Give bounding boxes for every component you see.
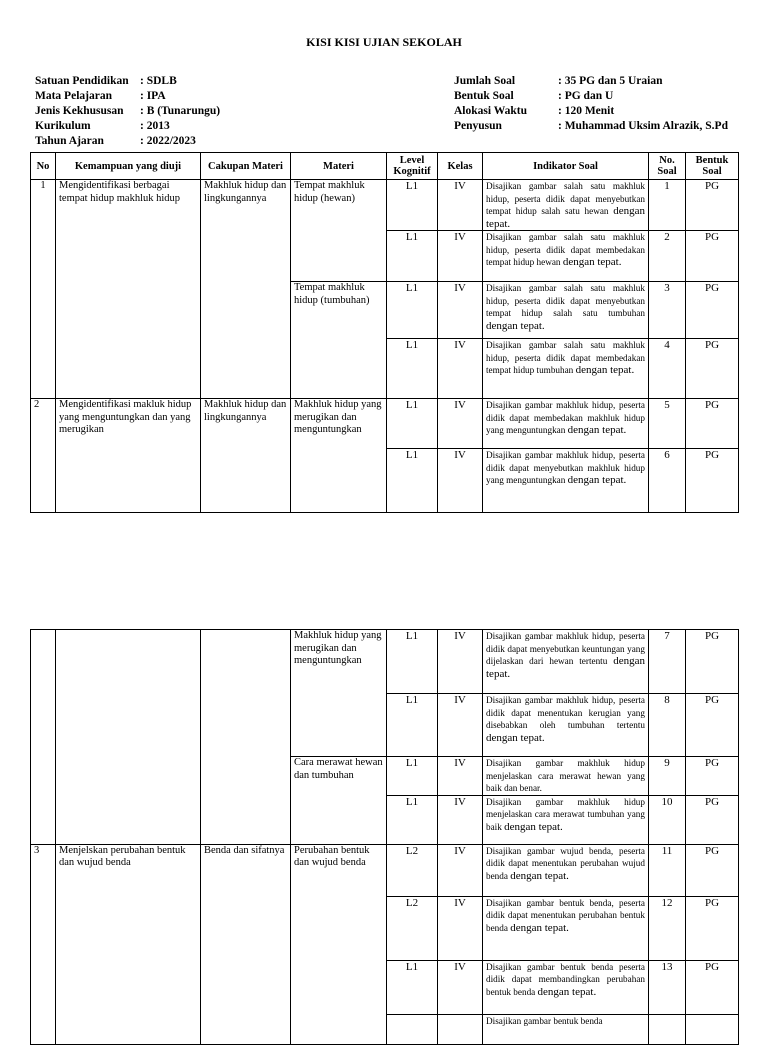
level-cell: L2: [387, 896, 438, 960]
level-cell: L1: [387, 694, 438, 757]
indikator-end: dengan tepat.: [486, 731, 545, 744]
no-soal-cell: 13: [649, 960, 686, 1014]
indikator-text: Disajikan gambar makhluk hidup, peserta didik dapat menyebutkan keuntungan yang dijelaskan dari hewan tertentu: [486, 631, 645, 666]
indikator-text: Disajikan gambar makhluk hidup, peserta didik dapat menyebutkan makhluk hidup yang menguntungkan: [486, 450, 645, 485]
bentuk-cell: PG: [686, 180, 739, 231]
table-row: [31, 180, 739, 231]
level-cell: L1: [387, 231, 438, 282]
level-cell: L1: [387, 630, 438, 694]
no-soal-cell: 5: [649, 399, 686, 449]
indikator-text: Disajikan gambar bentuk benda peserta didik dapat membandingkan perubahan bentuk benda: [486, 961, 645, 997]
materi-cell: Makhluk hidup yang merugikan dan menguntungkan: [291, 630, 387, 757]
indikator-cell: [483, 630, 649, 694]
indikator-text: Disajikan gambar makhluk hidup, peserta didik dapat membedakan makhluk hidup yang menguntungkan: [486, 400, 645, 435]
meta-label: Tahun Ajaran: [35, 135, 104, 147]
indikator-cell: [483, 231, 649, 282]
indikator-cell: [483, 694, 649, 757]
meta-value: : 2022/2023: [140, 135, 196, 147]
level-cell: L1: [387, 282, 438, 339]
meta-label: Jumlah Soal: [454, 75, 516, 87]
header-kelas: Kelas: [438, 153, 483, 180]
meta-label: Jenis Kekhususan: [35, 105, 124, 117]
bentuk-cell: PG: [686, 844, 739, 896]
document-title: KISI KISI UJIAN SEKOLAH: [306, 35, 462, 49]
level-cell: L1: [387, 757, 438, 796]
meta-label: Satuan Pendidikan: [35, 75, 129, 87]
materi-cell: Makhluk hidup yang merugikan dan menguntungkan: [291, 399, 387, 513]
level-cell: [387, 1014, 438, 1044]
bentuk-cell: PG: [686, 757, 739, 796]
header-no-soal: No. Soal: [649, 153, 686, 180]
indikator-cell: [483, 757, 649, 796]
group-cakupan-continued: [201, 630, 291, 845]
bentuk-cell: [686, 1014, 739, 1044]
kelas-cell: IV: [438, 844, 483, 896]
meta-value: : 120 Menit: [558, 105, 615, 117]
kelas-cell: IV: [438, 694, 483, 757]
table-row: [31, 399, 739, 449]
kelas-cell: IV: [438, 757, 483, 796]
indikator-end: dengan tepat.: [562, 256, 622, 268]
no-soal-cell: 9: [649, 757, 686, 796]
materi-cell: Perubahan bentuk dan wujud benda: [291, 844, 387, 1044]
group-no: 1: [31, 180, 56, 399]
group-no: 2: [31, 399, 56, 513]
no-soal-cell: 11: [649, 844, 686, 896]
materi-cell: Tempat makhluk hidup (hewan): [291, 180, 387, 282]
indikator-end: dengan tepat.: [575, 364, 635, 376]
indikator-end: dengan tepat.: [486, 655, 645, 680]
meta-row: [35, 74, 220, 89]
level-cell: L1: [387, 399, 438, 449]
meta-row: [35, 134, 220, 149]
no-soal-cell: 8: [649, 694, 686, 757]
indikator-text: Disajikan gambar bentuk benda, peserta didik dapat menentukan perubahan bentuk benda: [486, 897, 645, 933]
indikator-cell: [483, 960, 649, 1014]
no-soal-cell: 7: [649, 630, 686, 694]
header-indikator: Indikator Soal: [483, 153, 649, 180]
kelas-cell: IV: [438, 960, 483, 1014]
meta-label: Alokasi Waktu: [454, 105, 527, 117]
meta-value: : IPA: [140, 90, 166, 102]
meta-label: Kurikulum: [35, 120, 91, 132]
level-cell: L1: [387, 180, 438, 231]
no-soal-cell: 2: [649, 231, 686, 282]
group-no-continued: [31, 630, 56, 845]
kelas-cell: IV: [438, 399, 483, 449]
group-kemampuan: Mengidentifikasi berbagai tempat hidup makhluk hidup: [56, 180, 201, 399]
indikator-end: dengan tepat.: [486, 319, 545, 332]
indikator-cell: [483, 180, 649, 231]
indikator-end: dengan tepat.: [567, 474, 627, 486]
level-cell: L1: [387, 960, 438, 1014]
meta-left-block: [35, 74, 220, 149]
group-no: 3: [31, 844, 56, 1044]
meta-value: : B (Tunarungu): [140, 105, 221, 117]
kelas-cell: [438, 1014, 483, 1044]
bentuk-cell: PG: [686, 399, 739, 449]
group-cakupan: Makhluk hidup dan lingkungannya: [201, 180, 291, 399]
no-soal-cell: 4: [649, 339, 686, 399]
kelas-cell: IV: [438, 795, 483, 844]
kelas-cell: IV: [438, 630, 483, 694]
table-row: [31, 630, 739, 694]
meta-value: : SDLB: [140, 75, 177, 87]
meta-value: : PG dan U: [558, 90, 614, 102]
indikator-cell: [483, 1014, 649, 1044]
indikator-end: dengan tepat.: [510, 921, 569, 934]
header-level: Level Kognitif: [387, 153, 438, 180]
bentuk-cell: PG: [686, 630, 739, 694]
bentuk-cell: PG: [686, 896, 739, 960]
level-cell: L1: [387, 449, 438, 513]
indikator-cell: [483, 795, 649, 844]
bentuk-cell: PG: [686, 960, 739, 1014]
meta-row: [454, 74, 728, 89]
level-cell: L2: [387, 844, 438, 896]
group-kemampuan: Menjelskan perubahan bentuk dan wujud benda: [56, 844, 201, 1044]
meta-value: : 35 PG dan 5 Uraian: [558, 75, 663, 87]
group-kemampuan-continued: [56, 630, 201, 845]
kelas-cell: IV: [438, 339, 483, 399]
no-soal-cell: 3: [649, 282, 686, 339]
meta-value: : 2013: [140, 120, 170, 132]
header-kemampuan: Kemampuan yang diuji: [56, 153, 201, 180]
header-cakupan: Cakupan Materi: [201, 153, 291, 180]
kelas-cell: IV: [438, 896, 483, 960]
level-cell: L1: [387, 339, 438, 399]
no-soal-cell: 10: [649, 795, 686, 844]
bentuk-cell: PG: [686, 694, 739, 757]
no-soal-cell: 6: [649, 449, 686, 513]
no-soal-cell: 1: [649, 180, 686, 231]
indikator-text: Disajikan gambar wujud benda, peserta didik dapat menentukan perubahan wujud benda: [486, 845, 645, 881]
no-soal-cell: 12: [649, 896, 686, 960]
indikator-text: Disajikan gambar salah satu makhluk hidup, peserta didik dapat menyebutkan tempat hidup salah satu hewan: [486, 181, 645, 216]
group-kemampuan: Mengidentifikasi makluk hidup yang menguntungkan dan yang merugikan: [56, 399, 201, 513]
meta-label: Penyusun: [454, 120, 502, 132]
bentuk-cell: PG: [686, 339, 739, 399]
table-header-row: [31, 153, 739, 180]
indikator-cell: [483, 449, 649, 513]
kisi-table-part-1: [30, 152, 739, 513]
indikator-cell: [483, 282, 649, 339]
no-soal-cell: [649, 1014, 686, 1044]
indikator-text: Disajikan gambar salah satu makhluk hidup, peserta didik dapat membedakan tempat hidup tumbuhan: [486, 340, 645, 375]
indikator-end: dengan tepat.: [510, 869, 569, 882]
indikator-text: Disajikan gambar makhluk hidup menjelaskan cara merawat tumbuhan yang baik: [486, 796, 645, 832]
indikator-end: dengan tepat.: [486, 205, 645, 230]
meta-label: Mata Pelajaran: [35, 90, 112, 102]
indikator-text: Disajikan gambar makhluk hidup menjelaskan cara merawat hewan yang baik dan benar.: [486, 758, 645, 793]
meta-right-block: [454, 74, 728, 134]
indikator-text: Disajikan gambar salah satu makhluk hidup, peserta didik dapat menyebutkan tempat hidup salah satu tumbuhan: [486, 283, 645, 318]
indikator-text: Disajikan gambar makhluk hidup, peserta didik dapat menentukan kerugian yang disebabkan oleh tumbuhan tertentu: [486, 695, 645, 730]
table-row: [31, 844, 739, 896]
level-cell: L1: [387, 795, 438, 844]
indikator-text: Disajikan gambar bentuk benda: [486, 1015, 603, 1026]
group-cakupan: Makhluk hidup dan lingkungannya: [201, 399, 291, 513]
meta-row: [35, 89, 220, 104]
indikator-cell: [483, 844, 649, 896]
indikator-text: Disajikan gambar salah satu makhluk hidup, peserta didik dapat membedakan tempat hidup hewan: [486, 232, 645, 267]
kisi-table-part-2: [30, 629, 739, 1045]
indikator-cell: [483, 339, 649, 399]
bentuk-cell: PG: [686, 449, 739, 513]
meta-row: [454, 89, 728, 104]
indikator-end: dengan tepat.: [567, 424, 627, 436]
meta-row: [454, 119, 728, 134]
bentuk-cell: PG: [686, 282, 739, 339]
indikator-cell: [483, 399, 649, 449]
bentuk-cell: PG: [686, 795, 739, 844]
group-cakupan: Benda dan sifatnya: [201, 844, 291, 1044]
indikator-end: dengan tepat.: [504, 820, 563, 833]
materi-cell: Cara merawat hewan dan tumbuhan: [291, 757, 387, 845]
meta-row: [35, 119, 220, 134]
kelas-cell: IV: [438, 231, 483, 282]
kelas-cell: IV: [438, 282, 483, 339]
header-no: No: [31, 153, 56, 180]
indikator-cell: [483, 896, 649, 960]
header-materi: Materi: [291, 153, 387, 180]
materi-cell: Tempat makhluk hidup (tumbuhan): [291, 282, 387, 399]
meta-row: [454, 104, 728, 119]
meta-row: [35, 104, 220, 119]
header-bentuk: Bentuk Soal: [686, 153, 739, 180]
kelas-cell: IV: [438, 449, 483, 513]
bentuk-cell: PG: [686, 231, 739, 282]
meta-label: Bentuk Soal: [454, 90, 514, 102]
indikator-end: dengan tepat.: [537, 985, 597, 998]
kelas-cell: IV: [438, 180, 483, 231]
meta-value: : Muhammad Uksim Alrazik, S.Pd: [558, 120, 728, 132]
